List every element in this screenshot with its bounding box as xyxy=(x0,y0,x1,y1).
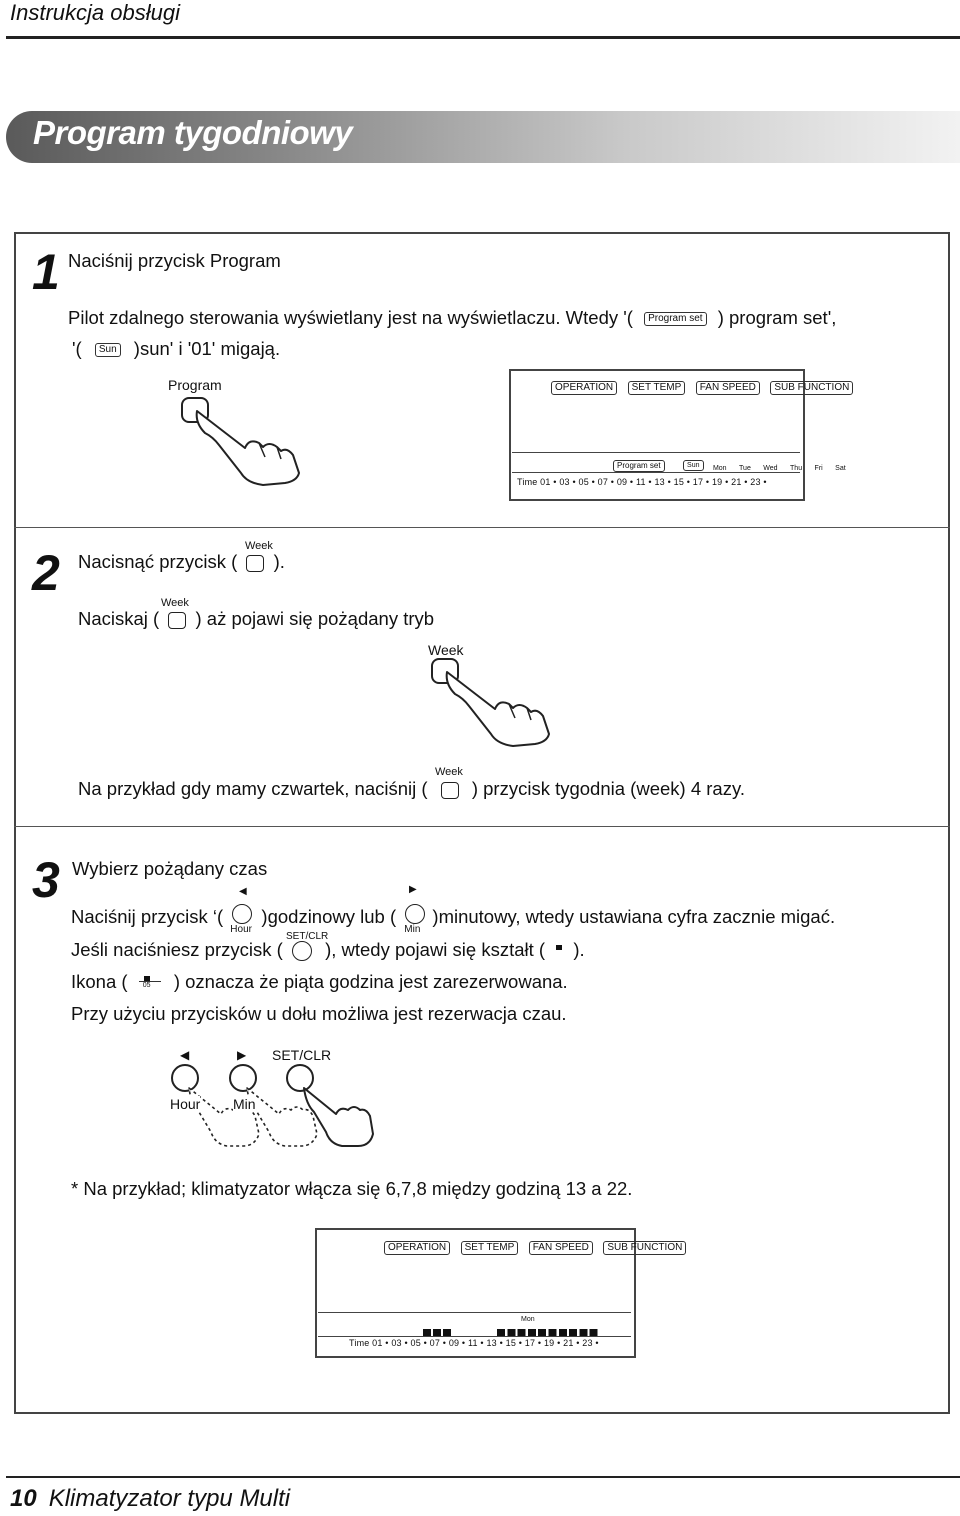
lcd1-tab-sub-function: SUB FUNCTION xyxy=(770,381,853,395)
hour-arrow-label: ◀ xyxy=(180,1048,190,1062)
lcd1-rule xyxy=(512,452,800,453)
footer xyxy=(10,1485,290,1513)
step3-line1-text-a: Naciśnij przycisk ‘( xyxy=(71,906,224,927)
step3-line1-text-c: )minutowy, wtedy ustawiana cyfra zacznie migać. xyxy=(432,906,836,927)
lcd2-tab-sub-function: SUB FUNCTION xyxy=(603,1241,686,1255)
hour-tiny-label: Hour xyxy=(230,924,252,936)
step2-example-text-a: Na przykład gdy mamy czwartek, naciśnij ( xyxy=(78,778,428,799)
step3-number: 3 xyxy=(32,852,60,908)
step3-heading: Wybierz pożądany czas xyxy=(72,858,268,879)
min-tiny-label: Min xyxy=(404,924,421,936)
sun-chip: Sun xyxy=(95,343,121,357)
lcd2-function-tabs xyxy=(384,1237,686,1255)
lcd2-tab-set-temp: SET TEMP xyxy=(461,1241,519,1255)
lcd2-tab-operation: OPERATION xyxy=(384,1241,450,1255)
lcd1-day-tue: Tue xyxy=(739,465,751,472)
step3-line3-text-a: Ikona ( xyxy=(71,971,128,992)
week-button-icon xyxy=(441,782,459,799)
lcd1-tab-set-temp: SET TEMP xyxy=(628,381,686,395)
step-divider-1 xyxy=(14,527,950,528)
lcd1-day-wed: Wed xyxy=(763,465,778,472)
step3-line2-text-b: ), wtedy pojawi się kształt ( xyxy=(325,939,546,960)
footer-title: Klimatyzator typu Multi xyxy=(48,1485,291,1512)
setclr-tiny-label: SET/CLR xyxy=(286,931,329,942)
lcd1-day-sat: Sat xyxy=(835,465,846,472)
step3-line3 xyxy=(71,971,568,993)
step-divider-2 xyxy=(14,826,950,827)
week-tiny-label-1: Week xyxy=(245,540,273,552)
lcd2-reserved-marks-morning xyxy=(423,1329,453,1336)
lcd1-day-fri: Fri xyxy=(814,465,823,472)
header-rule xyxy=(6,36,960,39)
lcd1-rule-2 xyxy=(512,472,800,473)
week-button-label: Week xyxy=(428,642,464,658)
header-title: Instrukcja obsługi xyxy=(10,0,180,25)
step1-line1-text-b: ) program set', xyxy=(717,307,837,328)
min-button-label: Min xyxy=(233,1096,256,1112)
min-arrow-label: ▶ xyxy=(237,1048,247,1062)
step2-example xyxy=(78,778,745,800)
step1-line2-text-a: '( xyxy=(72,338,82,359)
min-button-icon xyxy=(405,904,425,924)
left-arrow-tiny: ◀ xyxy=(239,886,247,897)
step3-line1-text-b: )godzinowy lub ( xyxy=(261,906,397,927)
lcd2-rule-2 xyxy=(318,1336,631,1337)
step3-line3-text-b: ) oznacza że piąta godzina jest zarezerwowana. xyxy=(173,971,568,992)
lcd1-day-mon: Mon xyxy=(712,465,727,472)
right-arrow-tiny: ▶ xyxy=(409,884,417,895)
program-set-chip: Program set xyxy=(644,312,706,326)
lcd2-rule xyxy=(318,1312,631,1313)
step1-line2-text-b: )sun' i '01' migają. xyxy=(133,338,281,359)
lcd1-day-thu: Thu xyxy=(790,465,803,472)
week-button-icon xyxy=(246,555,264,572)
hour-button-label: Hour xyxy=(170,1096,201,1112)
setclr-button-icon xyxy=(292,941,312,961)
setclr-button-icon xyxy=(287,1065,313,1091)
lcd2-day-mon: Mon xyxy=(521,1316,535,1323)
step3-line2-text-c: ). xyxy=(573,939,585,960)
hand-press-week-icon xyxy=(425,654,555,750)
hour-05-reserved-icon xyxy=(139,975,161,991)
hour-05-label: 05 xyxy=(142,982,151,990)
section-title: Program tygodniowy xyxy=(33,114,353,151)
step2-number: 2 xyxy=(32,545,60,601)
lcd1-tab-operation: OPERATION xyxy=(551,381,617,395)
step1-heading: Naciśnij przycisk Program xyxy=(68,250,281,271)
program-button-label: Program xyxy=(168,377,222,393)
lcd1-program-set: Program set xyxy=(613,460,665,472)
step2-line2-text-a: Naciskaj ( xyxy=(78,608,160,629)
page-number: 10 xyxy=(10,1485,37,1512)
step2-line2 xyxy=(78,608,434,630)
week-tiny-label-3: Week xyxy=(435,766,463,778)
lcd1-function-tabs xyxy=(551,377,853,395)
step2-example-text-b: ) przycisk tygodnia (week) 4 razy. xyxy=(471,778,745,799)
step2-line2-text-b: ) aż pojawi się pożądany tryb xyxy=(195,608,435,629)
lcd2-reserved-marks-afternoon xyxy=(497,1329,600,1336)
step1-number: 1 xyxy=(32,244,60,300)
hand-press-program-icon xyxy=(175,393,305,488)
min-button-icon xyxy=(230,1065,256,1091)
footer-rule xyxy=(6,1476,960,1478)
step3-line4: Przy użyciu przycisków u dołu możliwa jest rezerwacja czau. xyxy=(71,1003,567,1024)
lcd2-tab-fan-speed: FAN SPEED xyxy=(529,1241,593,1255)
week-button-icon xyxy=(168,612,186,629)
step3-line2 xyxy=(71,939,585,961)
step3-line1 xyxy=(71,906,836,936)
step1-line1 xyxy=(68,307,836,329)
step3-line2-text-a: Jeśli naciśniesz przycisk ( xyxy=(71,939,283,960)
setclr-button-label: SET/CLR xyxy=(272,1047,332,1063)
lcd1-timeline: Time 01 • 03 • 05 • 07 • 09 • 11 • 13 • 15 • 17 • 19 • 21 • 23 • xyxy=(517,477,767,487)
lcd1-tab-fan-speed: FAN SPEED xyxy=(696,381,760,395)
week-tiny-label-2: Week xyxy=(161,597,189,609)
hour-button-icon xyxy=(172,1065,198,1091)
step2-line1 xyxy=(78,551,285,573)
lcd1-day-sun: Sun xyxy=(683,460,703,471)
reserved-mark-icon xyxy=(556,945,562,950)
step2-line1-text-a: Nacisnąć przycisk ( xyxy=(78,551,238,572)
step2-line1-text-b: ). xyxy=(273,551,285,572)
step1-line1-text-a: Pilot zdalnego sterowania wyświetlany jest na wyświetlaczu. Wtedy '( xyxy=(68,307,633,328)
hour-button-icon xyxy=(232,904,252,924)
step3-example: * Na przykład; klimatyzator włącza się 6,7,8 między godziną 13 a 22. xyxy=(71,1178,633,1199)
step1-line2 xyxy=(72,338,280,360)
lcd2-timeline: Time 01 • 03 • 05 • 07 • 09 • 11 • 13 • 15 • 17 • 19 • 21 • 23 • xyxy=(349,1338,599,1348)
